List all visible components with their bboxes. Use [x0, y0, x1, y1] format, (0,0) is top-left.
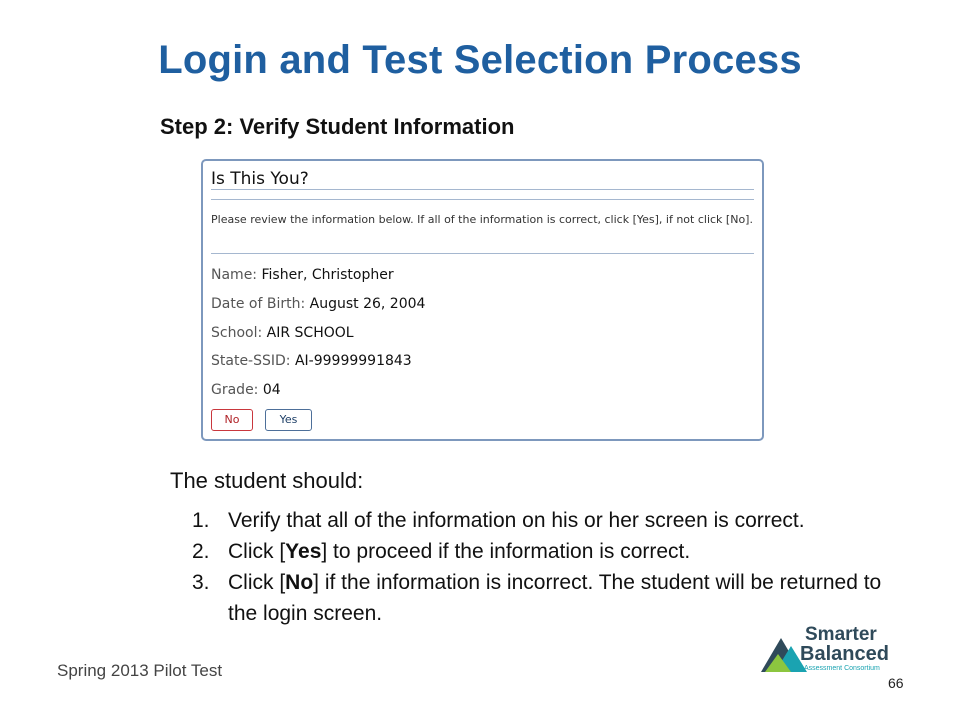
- step-number: 1.: [192, 509, 210, 532]
- field-state-ssid: [211, 353, 412, 369]
- field-label: Grade:: [211, 382, 259, 398]
- step-text: ] if the information is incorrect. The student will be returned to the login screen.: [228, 571, 882, 625]
- yes-button[interactable]: Yes: [265, 409, 312, 431]
- step-number: 3.: [192, 571, 210, 594]
- title-divider-secondary: [211, 199, 754, 200]
- instructions-divider: [211, 253, 754, 254]
- list-item: [192, 536, 912, 567]
- field-label: Name:: [211, 267, 258, 283]
- step-text: Click [: [228, 540, 286, 563]
- field-value: August 26, 2004: [309, 296, 426, 312]
- dialog-title: Is This You?: [211, 169, 309, 189]
- field-date-of-birth: [211, 296, 425, 312]
- field-value: Fisher, Christopher: [261, 267, 394, 283]
- verify-student-dialog: [201, 159, 764, 441]
- step-text: ] to proceed if the information is correct.: [321, 540, 691, 563]
- field-label: Date of Birth:: [211, 296, 306, 312]
- field-value: AI-99999991843: [294, 353, 412, 369]
- step-emphasis: No: [285, 571, 314, 594]
- field-school: [211, 325, 354, 341]
- dialog-instructions: Please review the information below. If all of the information is correct, click [Yes], if not click [No].: [211, 213, 753, 226]
- footer-text: Spring 2013 Pilot Test: [57, 661, 223, 680]
- field-value: 04: [262, 382, 281, 398]
- page-number: 66: [888, 675, 904, 691]
- step-number: 2.: [192, 540, 210, 563]
- list-item: [192, 567, 912, 629]
- logo-text-consortium: Assessment Consortium: [804, 665, 880, 672]
- step-heading: Step 2: Verify Student Information: [160, 114, 515, 139]
- logo-text-smarter: Smarter: [805, 624, 877, 645]
- instructions-list: [192, 505, 912, 629]
- list-item: [192, 505, 912, 536]
- field-label: School:: [211, 325, 263, 341]
- step-text: Click [: [228, 571, 286, 594]
- field-value: AIR SCHOOL: [266, 325, 354, 341]
- no-button[interactable]: No: [211, 409, 253, 431]
- field-label: State-SSID:: [211, 353, 291, 369]
- step-text: Verify that all of the information on his or her screen is correct.: [228, 509, 805, 532]
- instructions-heading: The student should:: [170, 468, 364, 493]
- field-grade: [211, 382, 281, 398]
- smarter-balanced-logo: [761, 622, 921, 674]
- logo-text-balanced: Balanced: [800, 643, 889, 665]
- step-emphasis: Yes: [285, 540, 322, 563]
- field-name: [211, 267, 394, 283]
- slide-title: Login and Test Selection Process: [158, 38, 802, 82]
- title-divider: [211, 189, 754, 190]
